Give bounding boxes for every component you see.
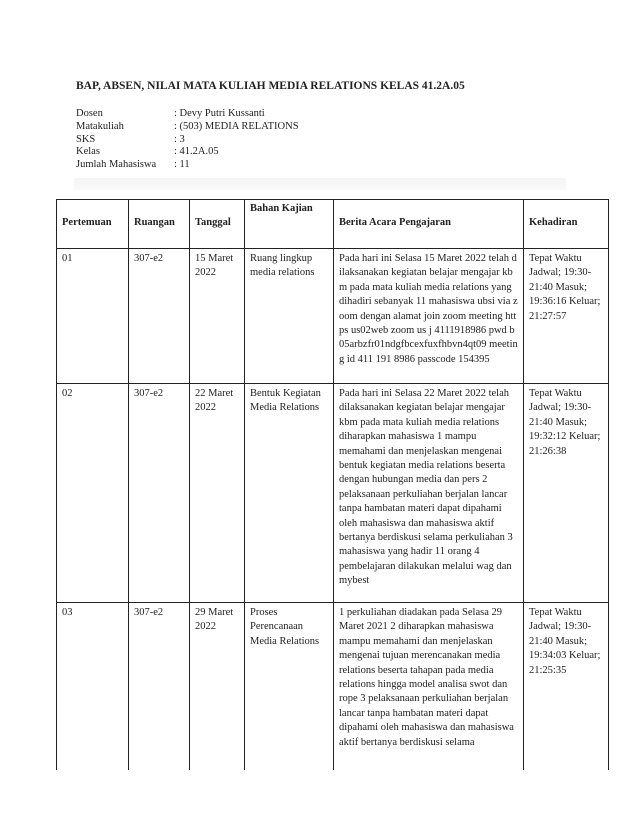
cell-bahan-kajian: Ruang lingkup media relations [245,249,334,384]
cell-kehadiran: Tepat Waktu Jadwal; 19:30-21:40 Masuk; 19:36:16 Keluar; 21:27:57 [524,249,609,384]
info-row-kelas [76,146,299,159]
info-value: : 11 [174,159,190,171]
info-row-jumlah-mahasiswa [76,159,299,172]
cell-pertemuan: 01 [57,249,129,384]
table-header-row [57,200,609,249]
header-shade [74,178,566,190]
cell-pertemuan: 03 [57,603,129,771]
info-row-sks [76,134,299,147]
header-pertemuan: Pertemuan [57,200,129,249]
cell-berita-acara: Pada hari ini Selasa 22 Maret 2022 telah dilaksanakan kegiatan belajar mengajar kbm pada mata kuliah media relations diharapkan mahasiswa 1 mampu memahami dan menjelaskan mengenai bentuk kegiatan media relations beserta dengan hubungan media dan pers 2 pelaksanaan perkuliahan berjalan lancar tanpa hambatan materi dapat dipahami oleh mahasiswa dan mahasiswa aktif bertanya berdiskusi selama perkuliahan 3 mahasiswa yang hadir 11 orang 4 pembelajaran dilakukan melalui wag dan mybest [334,384,524,603]
table-row [57,603,609,771]
bap-table [56,199,609,770]
info-value: : 41.2A.05 [174,146,219,158]
info-label: Kelas [76,146,100,158]
info-row-dosen [76,108,299,121]
header-tanggal: Tanggal [190,200,245,249]
cell-kehadiran: Tepat Waktu Jadwal; 19:30-21:40 Masuk; 19:34:03 Keluar; 21:25:35 [524,603,609,771]
header-ruangan: Ruangan [129,200,190,249]
table-row [57,249,609,384]
cell-tanggal: 15 Maret 2022 [190,249,245,384]
cell-pertemuan: 02 [57,384,129,603]
cell-bahan-kajian: Bentuk Kegiatan Media Relations [245,384,334,603]
document-title: BAP, ABSEN, NILAI MATA KULIAH MEDIA RELATIONS KELAS 41.2A.05 [76,80,465,92]
cell-ruangan: 307-e2 [129,603,190,771]
cell-ruangan: 307-e2 [129,384,190,603]
info-value: : (503) MEDIA RELATIONS [174,120,299,132]
header-kehadiran: Kehadiran [524,200,609,249]
cell-berita-acara: 1 perkuliahan diadakan pada Selasa 29 Maret 2021 2 diharapkan mahasiswa mampu memahami dan menjelaskan mengenai tujuan merencanakan media relations beserta tahapan pada media relations hingga model analisa swot dan rope 3 pelaksanaan perkuliahan berjalan lancar tanpa hambatan materi dapat dipahami oleh mahasiswa dan mahasiswa aktif bertanya berdiskusi selama [334,603,524,771]
cell-bahan-kajian: Proses Perencanaan Media Relations [245,603,334,771]
info-label: SKS [76,133,96,145]
cell-tanggal: 29 Maret 2022 [190,603,245,771]
cell-kehadiran: Tepat Waktu Jadwal; 19:30-21:40 Masuk; 19:32:12 Keluar; 21:26:38 [524,384,609,603]
header-berita-acara: Berita Acara Pengajaran [334,200,524,249]
cell-tanggal: 22 Maret 2022 [190,384,245,603]
info-value: : 3 [174,133,185,145]
info-row-matakuliah [76,121,299,134]
header-bahan-kajian: Bahan Kajian [245,200,334,249]
table-row [57,384,609,603]
info-label: Jumlah Mahasiswa [76,159,157,171]
course-info [76,108,299,172]
cell-berita-acara: Pada hari ini Selasa 15 Maret 2022 telah dilaksanakan kegiatan belajar mengajar kbm pada mata kuliah media relations yang dihadiri sebanyak 11 mahasiswa ubsi via zoom dengan alamat join zoom meeting https us02web zoom us j 4111918986 pwd b05arbzfr01ndgfbcexfuxfhbvn4qt09 meeting id 411 191 8986 passcode 154395 [334,249,524,384]
info-label: Matakuliah [76,120,124,132]
cell-ruangan: 307-e2 [129,249,190,384]
info-value: : Devy Putri Kussanti [174,108,265,119]
info-label: Dosen [76,108,103,119]
